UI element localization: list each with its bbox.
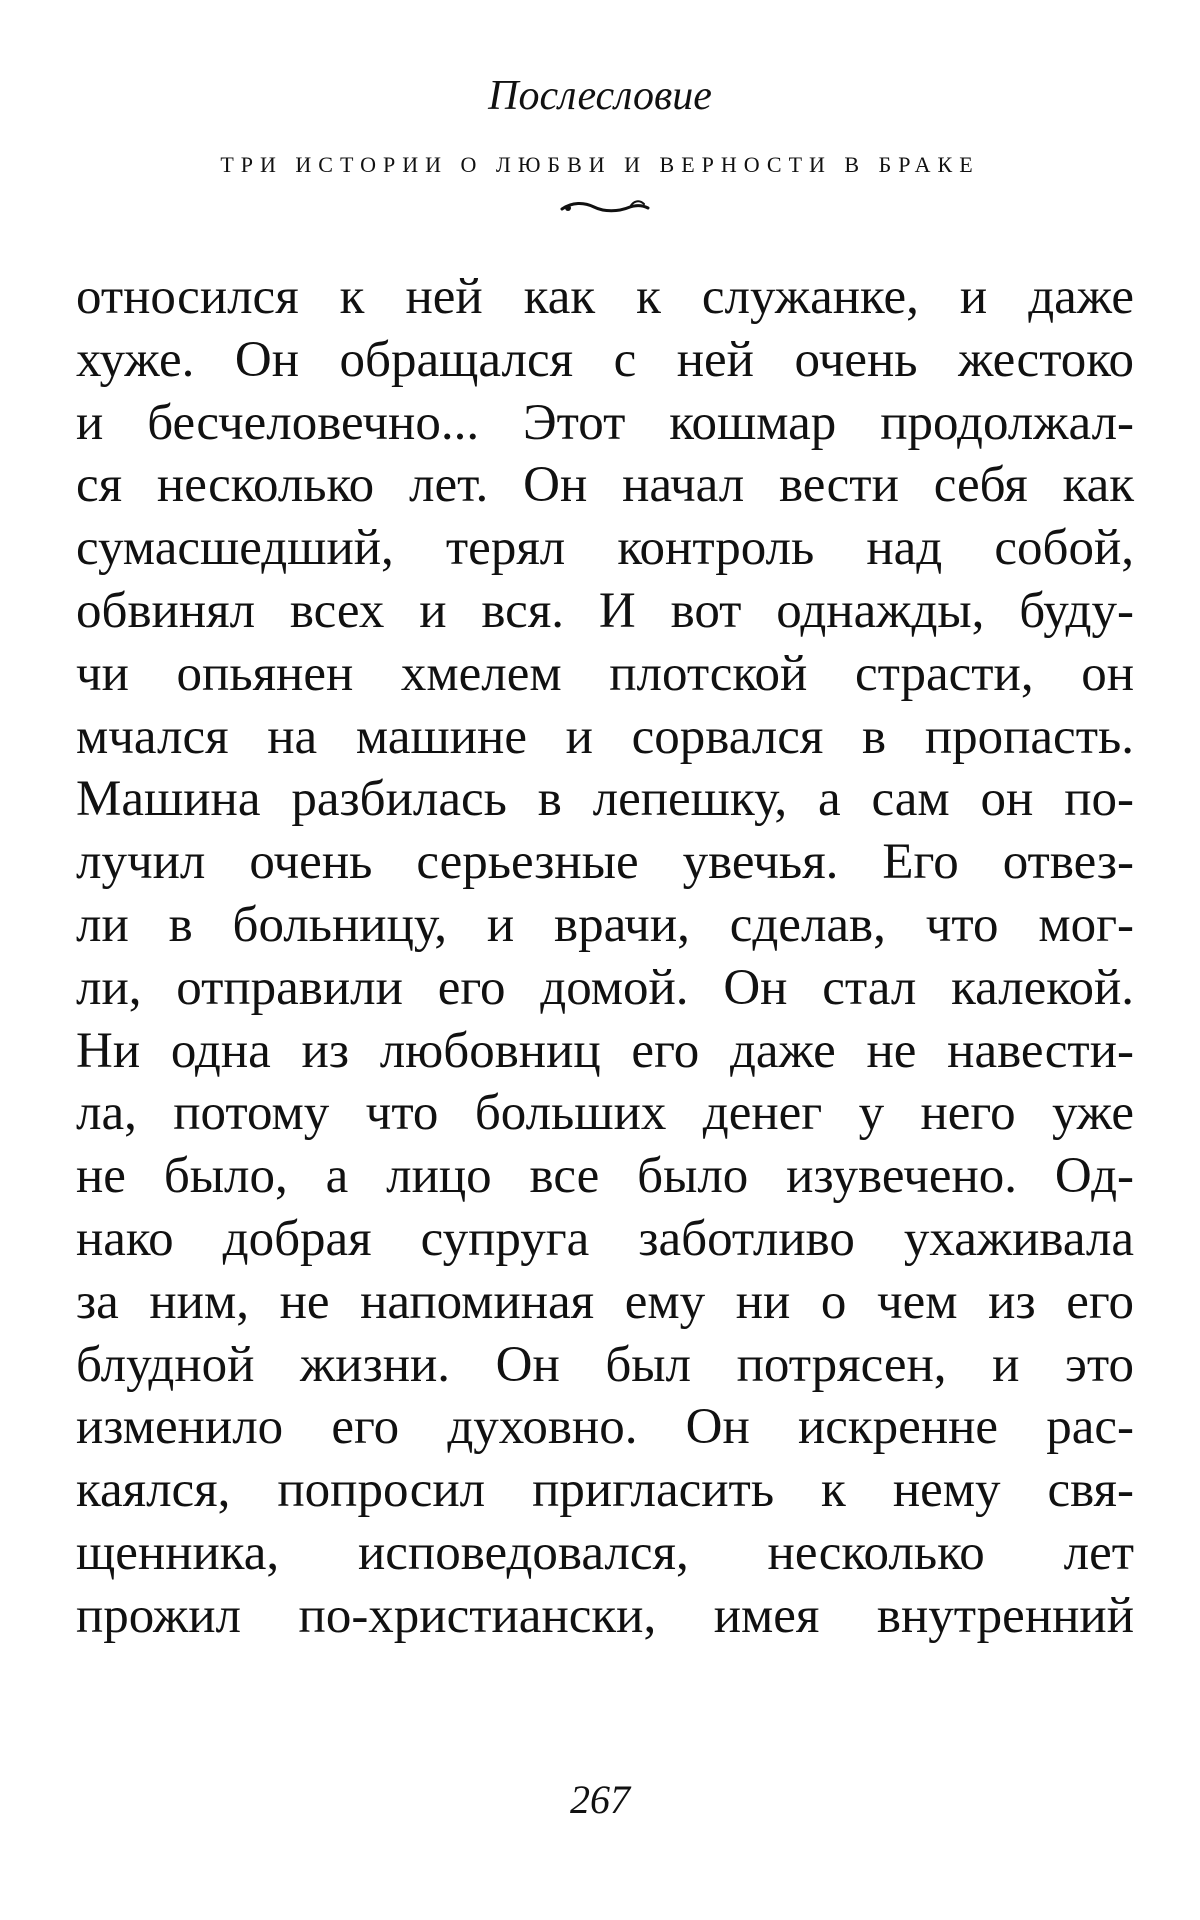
text-line: щенника, исповедовался, несколько лет [76, 1524, 1134, 1581]
text-line: относился к ней как к служанке, и даже [76, 269, 1134, 325]
text-line: за ним, не напоминая ему ни о чем из его [76, 1273, 1134, 1330]
text-line: ли в больницу, и врачи, сделав, что мог- [76, 896, 1134, 953]
text-line: Машина разбилась в лепешку, а сам он по- [76, 771, 1134, 828]
text-line: сумасшедший, терял контроль над собой, [76, 520, 1134, 577]
flourish-ornament-icon [560, 196, 650, 216]
chapter-title: Послесловие [488, 73, 712, 119]
text-line: ла, потому что больших денег у него уже [76, 1085, 1134, 1142]
text-line: мчался на машине и сорвался в пропасть. [76, 708, 1134, 765]
text-line: не было, а лицо все было изувечено. Од- [76, 1148, 1134, 1205]
body-text [76, 266, 1134, 1648]
text-line: блудной жизни. Он был потрясен, и это [76, 1336, 1134, 1393]
text-line: Ни одна из любовниц его даже не навести- [76, 1022, 1134, 1079]
text-line: хуже. Он обращался с ней очень жестоко [76, 331, 1134, 388]
text-line: нако добрая супруга заботливо ухаживала [76, 1210, 1134, 1267]
page-number: 267 [570, 1777, 630, 1822]
text-line: ся несколько лет. Он начал вести себя как [76, 457, 1134, 514]
text-line: каялся, попросил пригласить к нему свя- [76, 1462, 1134, 1519]
text-line: изменило его духовно. Он искренне рас- [76, 1399, 1134, 1456]
text-line: обвинял всех и вся. И вот однажды, буду- [76, 582, 1134, 639]
text-line: ли, отправили его домой. Он стал калекой. [76, 959, 1134, 1016]
text-line: и бесчеловечно... Этот кошмар продолжал- [76, 394, 1134, 451]
chapter-subtitle: ТРИ ИСТОРИИ О ЛЮБВИ И ВЕРНОСТИ В БРАКЕ [220, 152, 980, 177]
text-line: прожил по-христиански, имея внутренний [76, 1587, 1134, 1644]
text-line: чи опьянен хмелем плотской страсти, он [76, 645, 1134, 702]
text-line: лучил очень серьезные увечья. Его отвез- [76, 834, 1134, 891]
running-header [0, 70, 1200, 178]
